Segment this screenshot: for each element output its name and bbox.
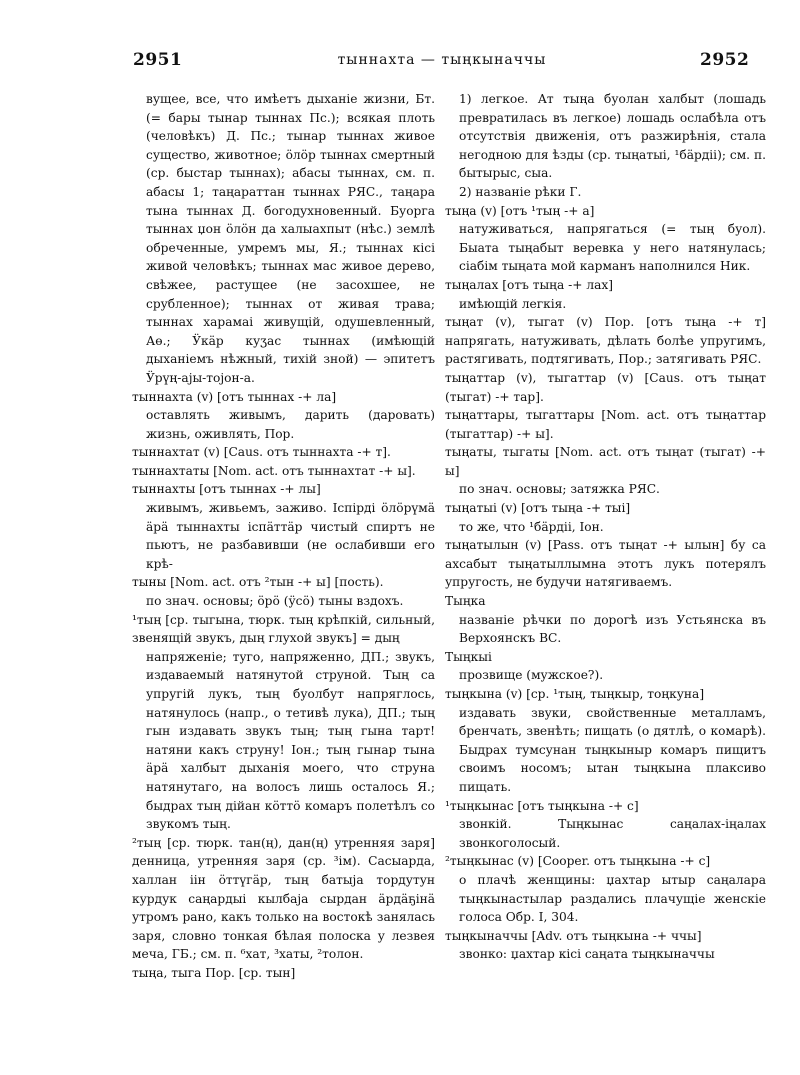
dictionary-entry: тыңатыі (v) [отъ тыңа -+ тыі] [445, 501, 631, 516]
dictionary-entry: тыңаты, тыгаты [Nom. act. отъ тыңат (тыгат) -+ ы] [445, 445, 766, 478]
dictionary-entry: тыңатылын (v) [Pass. отъ тыңат -+ ылын] бу са ахсабыт тыңатыллымна этотъ лукъ потерялъ упругость, не будучи натягиваемъ. [445, 538, 766, 590]
running-header: тыннахта — тыңкыначчы [337, 52, 547, 68]
dictionary-entry: тыннахтаты [Nom. act. отъ тыннахтат -+ ы]. [132, 463, 416, 478]
dictionary-entry: ²тыңкынас (v) [Cooper. отъ тыңкына -+ с] [445, 854, 711, 869]
entry-definition: издавать звуки, свойственные металламъ, бренчать, звенѣть; пищать (о дятлѣ, о комарѣ). Быдрах тумсунан тыңкыныр комаръ пищитъ своимъ носомъ; ытан тыңкына плаксиво пищать. [459, 705, 766, 794]
right-column [443, 90, 766, 964]
dictionary-entry: тыннахта (v) [отъ тыннах -+ ла] [132, 389, 337, 404]
page-number-right: 2952 [700, 50, 750, 70]
entry-definition: по знач. основы; ӧрӧ (ӱсӧ) тыны вздохъ. [146, 594, 404, 609]
dictionary-entry: Тыңкыі [445, 649, 492, 664]
entry-definition: живымъ, живьемъ, заживо. Іспірді ӧлӧрүмӓ ӓрӓ тыннахты іспӓттӓр чистый спиртъ не пьютъ, не разбавивши (не ослабивши его крѣ- [146, 501, 435, 571]
entry-definition: прозвище (мужское?). [459, 668, 604, 683]
entry-definition: оставлять живымъ, дарить (даровать) жизнь, оживлять, Пор. [146, 408, 435, 441]
entry-definition: вущее, все, что имѣетъ дыханіе жизни, Бт. (= бары тынар тыннах Пс.); всякая плоть (человѣкъ) Д. Пс.; тынар тыннах живое существо, животное; ӧлӧр тыннах смертный (ср. быстар тыннах); абасы тыннах, см. п. абасы 1; таңараттан тыннах РЯС., таңара тына тыннах Д. богодухновенный. Буорга тыннах џон ӧлӧн да халыахпыт (нѣс.) землѣ обреченные, умремъ мы, Я.; тыннах кісі живой человѣкъ; тыннах мас живое дерево, свѣжее, растущее (не засохшее, не срубленное); тыннах от живая трава; тыннах харамаі живущій, одушевленный, Аө.; Ӱкӓр куӡас тыннах (имѣющій дыханіемъ нѣжный, тихій зной) — эпитетъ Ӱрүң-аjы-тојон-а. [146, 92, 435, 385]
entry-definition: то же, что ¹бӓрдіі, Іон. [459, 519, 604, 534]
dictionary-entry: ²тың [ср. тюрк. тан(ң), дан(ң) утренняя заря] денница, утренняя заря (ср. ³ім). Сасыарда, халлан іін ӧттүгӓр, тың батыја тордутун курдук саңардыі кылбаја сырдан ӓрдӓҕінӓ утромъ рано, какъ только на востокѣ занялась заря, словно тонкая бѣлая полоска у лезвея меча, ГБ.; см. п. ⁶хат, ³хаты, ²толон. [132, 835, 435, 962]
entry-definition: по знач. основы; затяжка РЯС. [459, 482, 660, 497]
entry-definition: о плачѣ женщины: џахтар ытыр саңалара тыңкынастылар раздались плачущіе женскіе голоса Обр. I, 304. [459, 872, 766, 925]
dictionary-entry: ¹тың [ср. тыгына, тюрк. тың крѣпкій, сильный, звенящій звукъ, дың глухой звукъ] = дың [132, 612, 435, 646]
entry-definition: 2) названіе рѣки Г. [459, 184, 582, 199]
dictionary-entry: тыңкыначчы [Adv. отъ тыңкына -+ ччы] [445, 928, 702, 943]
entry-definition: 1) легкое. Ат тыңа буолан халбыт (лошадь превратилась въ легкое) лошадь ослабѣла отъ отсутствія движенія, отъ разжирѣнія, стала негодною для ѣзды (ср. тыңатыі, ¹бӓрдіі); см. п. бытырыс, сыа. [459, 92, 766, 181]
dictionary-entry: тыңа (v) [отъ ¹тың -+ а] [445, 203, 595, 218]
dictionary-entry: тыңаттары, тыгаттары [Nom. act. отъ тыңаттар (тыгаттар) -+ ы]. [445, 408, 766, 441]
dictionary-entry: тыңат (v), тыгат (v) Пор. [отъ тыңа -+ т] напрягать, натуживать, дѣлать болѣе упругимъ, растягивать, подтягивать, Пор.; затягивать РЯС. [445, 315, 766, 367]
dictionary-entry: тыңкына (v) [ср. ¹тың, тыңкыр, тоңкуна] [445, 687, 705, 701]
entry-definition: имѣющій легкія. [459, 296, 567, 311]
entry-definition: натуживаться, напрягаться (= тың буол). Быата тыңабыт веревка у него натянулась; сіабім тыңата мой карманъ наполнился Ник. [459, 222, 766, 274]
dictionary-entry: ¹тыңкынас [отъ тыңкына -+ с] [445, 798, 639, 813]
entry-definition: названіе рѣчки по дорогѣ изъ Устьянска въ Верхоянскъ ВС. [459, 612, 766, 646]
entry-definition: напряженіе; туго, напряженно, ДП.; звукъ, издаваемый натянутой струной. Тың са упругій лукъ, тың буолбут напряглось, натянулось (напр., о тетивѣ лука), ДП.; тың гын издавать звукъ тың; тың гына тарт! натяни какъ струну! Іон.; тың гынар тына ӓрӓ халбыт дыханія моего, что струна натянутаго, на волосъ лишь осталось Я.; быдрах тың дійан кӧттӧ комаръ полетѣлъ со звукомъ тың. [146, 649, 435, 832]
page-number-left: 2951 [133, 50, 183, 70]
dictionary-entry: тыны [Nom. act. отъ ²тын -+ ы] [пость). [132, 575, 384, 590]
dictionary-entry: тыннахты [отъ тыннах -+ лы] [132, 482, 321, 497]
dictionary-entry: тыңаттар (v), тыгаттар (v) [Caus. отъ тыңат (тыгат) -+ тар]. [445, 370, 766, 404]
dictionary-entry: тыңалах [отъ тыңа -+ лах] [445, 277, 613, 292]
left-column [130, 90, 435, 983]
dictionary-entry: тыңа, тыга Пор. [ср. тын] [132, 965, 296, 980]
dictionary-entry: тыннахтат (v) [Caus. отъ тыннахта -+ т]. [132, 445, 391, 460]
dictionary-entry: Тыңка [445, 594, 486, 609]
entry-definition: звонко: џахтар кісі саңата тыңкыначчы [459, 947, 715, 962]
entry-definition: звонкій. Тыңкынас саңалах-іңалах звонкоголосый. [459, 817, 766, 850]
